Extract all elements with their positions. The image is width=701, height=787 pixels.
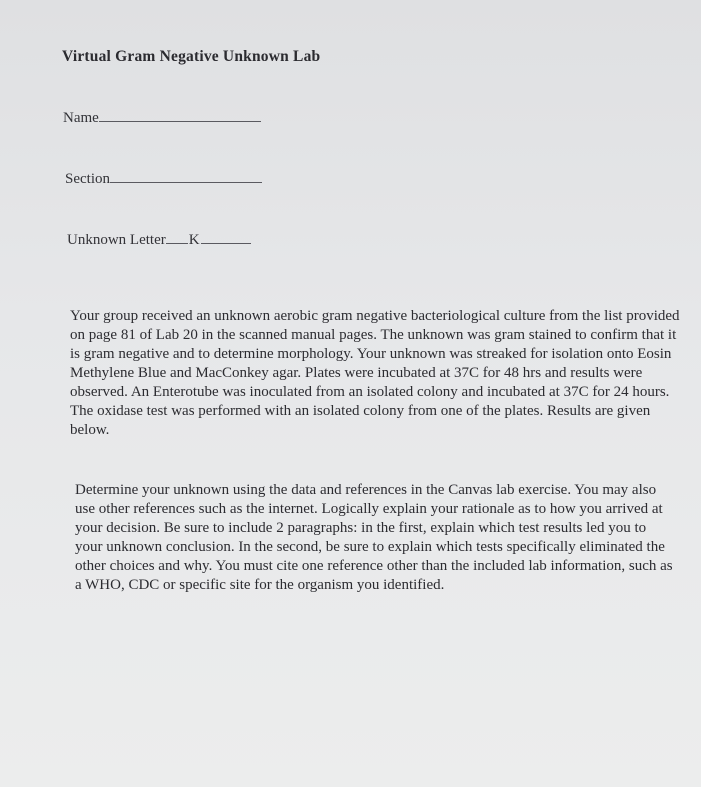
- unknown-letter-blank-line: [166, 242, 188, 244]
- name-field: [63, 110, 261, 127]
- section-field: [65, 171, 262, 188]
- section-blank-line: [110, 181, 262, 183]
- instructions-paragraph-1: Your group received an unknown aerobic gram negative bacteriological culture from the list provided on page 81 of Lab 20 in the scanned manual pages. The unknown was gram stained to confirm that it is gram negative and to determine morphology. Your unknown was streaked for isolation onto Eosin Methylene Blue and MacConkey agar. Plates were incubated at 37C for 48 hrs and results were observed. An Enterotube was inoculated from an isolated colony and incubated at 37C for 24 hours. The oxidase test was performed with an isolated colony from one of the plates. Results are given below.: [70, 308, 680, 438]
- unknown-letter-label: Unknown Letter: [67, 232, 166, 248]
- unknown-letter-field: [67, 232, 251, 249]
- instructions-paragraph-2: Determine your unknown using the data and references in the Canvas lab exercise. You may also use other references such as the internet. Logically explain your rationale as to how you arrived at your decision. Be sure to include 2 paragraphs: in the first, explain which test results led you to your unknown conclusion. In the second, be sure to explain which tests specifically eliminated the other choices and why. You must cite one reference other than the included lab information, such as a WHO, CDC or specific site for the organism you identified.: [75, 482, 673, 593]
- name-blank-line: [99, 120, 261, 122]
- unknown-letter-blank-line-end: [201, 242, 251, 244]
- section-label: Section: [65, 171, 110, 187]
- document-title: Virtual Gram Negative Unknown Lab: [62, 48, 321, 65]
- name-label: Name: [63, 110, 99, 126]
- unknown-letter-value: K: [188, 232, 200, 248]
